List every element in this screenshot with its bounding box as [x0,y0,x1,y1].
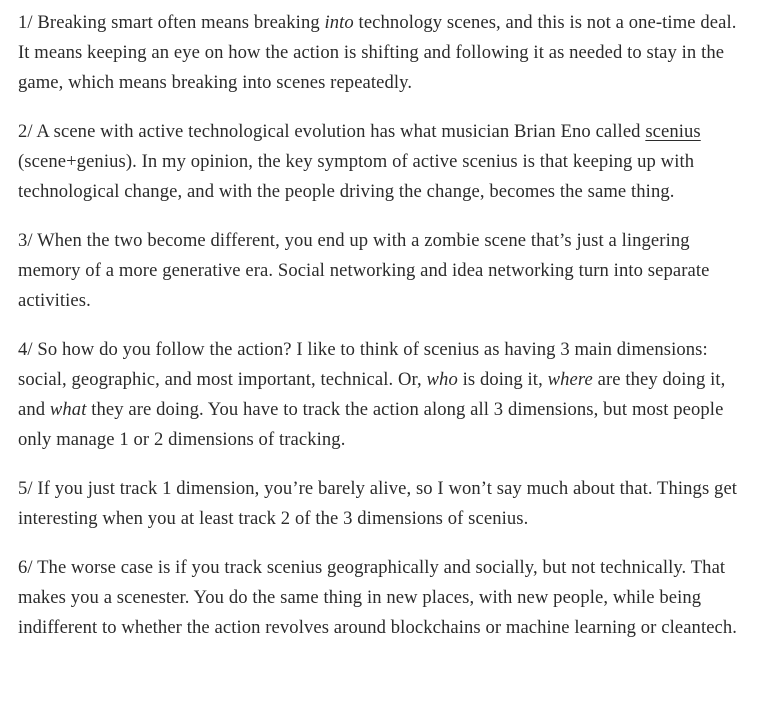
paragraph-1 [18,8,748,98]
paragraph-number: 6/ [18,557,33,578]
paragraph-number: 3/ [18,230,33,251]
scenius-link[interactable]: scenius [645,121,701,142]
emphasis-into: into [324,12,354,33]
paragraph-3 [18,226,748,316]
emphasis-where: where [547,369,593,390]
paragraph-text: Breaking smart often means breaking [32,12,325,33]
paragraph-text: technology scenes, and this is not a one-time deal. It means keeping an eye on how the action is shifting and following it as needed to stay in the game, which means breaking into scenes repeatedly. [18,12,737,93]
paragraph-text: So how do you follow the action? I like to think of scenius as having 3 main dimensions: social, geographic, and most important, technical. Or, [18,339,708,390]
paragraph-text: (scene+genius). In my opinion, the key symptom of active scenius is that keeping up with technological change, and with the people driving the change, becomes the same thing. [18,151,695,202]
paragraph-text: When the two become different, you end up with a zombie scene that’s just a lingering memory of a more generative era. Social networking and idea networking turn into separate activities. [18,230,710,311]
paragraph-number: 1/ [18,12,33,33]
paragraph-text: If you just track 1 dimension, you’re barely alive, so I won’t say much about that. Things get interesting when you at least track 2 of the 3 dimensions of scenius. [18,478,738,529]
paragraph-text: are they doing it, and [18,369,726,420]
paragraph-number: 2/ [18,121,33,142]
paragraph-text: is doing it, [457,369,548,390]
emphasis-who: who [426,369,458,390]
paragraph-text: A scene with active technological evolution has what musician Brian Eno called [32,121,646,142]
paragraph-6 [18,553,748,643]
paragraph-text: The worse case is if you track scenius geographically and socially, but not technically. That makes you a scenester. You do the same thing in new places, with new people, while being indifferent to whether the action revolves around blockchains or machine learning or cleantech. [18,557,738,638]
paragraph-4 [18,335,748,455]
paragraph-5 [18,474,748,534]
paragraph-text: they are doing. You have to track the action along all 3 dimensions, but most people only manage 1 or 2 dimensions of tracking. [18,399,724,450]
paragraph-number: 4/ [18,339,33,360]
paragraph-2 [18,117,748,207]
paragraph-number: 5/ [18,478,33,499]
emphasis-what: what [49,399,87,420]
